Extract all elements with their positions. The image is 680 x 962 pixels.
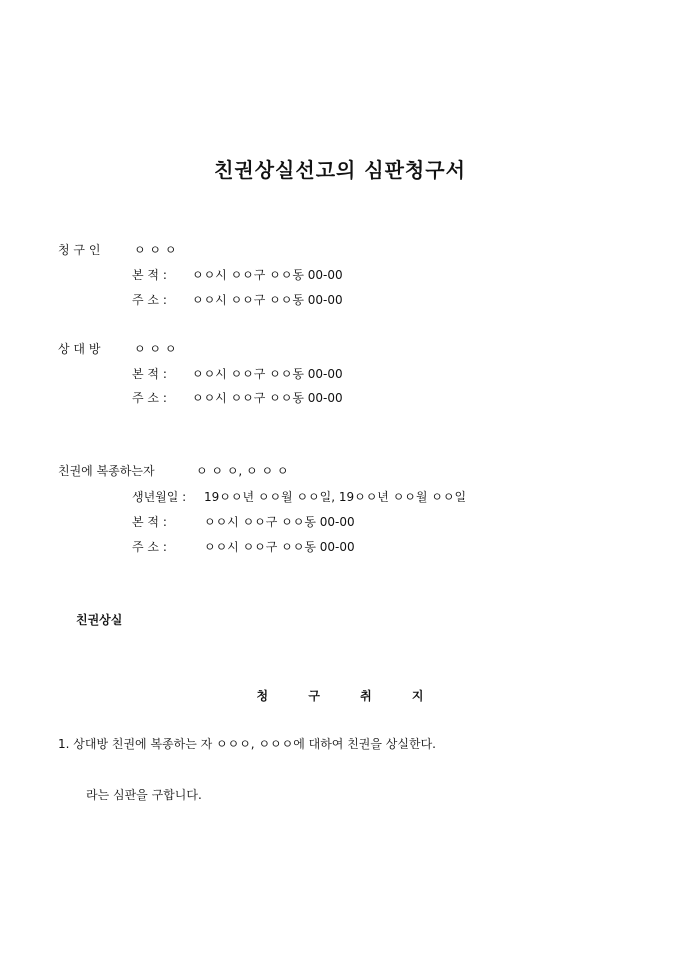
subject-birth-label: 생년월일 : [132, 490, 187, 504]
subject-names: ㅇ ㅇ ㅇ, ㅇ ㅇ ㅇ [196, 464, 289, 478]
subject-birth-value: 19ㅇㅇ년 ㅇㅇ월 ㅇㅇ일, 19ㅇㅇ년 ㅇㅇ월 ㅇㅇ일 [204, 490, 467, 504]
subject-address-label: 주 소 : [132, 540, 167, 554]
purpose-heading-char: 구 [308, 689, 320, 703]
respondent-domicile-value: ㅇㅇ시 ㅇㅇ구 ㅇㅇ동 00-00 [192, 367, 343, 381]
subject-domicile-value: ㅇㅇ시 ㅇㅇ구 ㅇㅇ동 00-00 [204, 515, 355, 529]
document-title: 친권상실선고의 심판청구서 [214, 158, 466, 182]
purpose-item: 1. 상대방 친권에 복종하는 자 ㅇㅇㅇ, ㅇㅇㅇ에 대하여 친권을 상실한다. [58, 737, 436, 751]
respondent-name: ㅇ ㅇ ㅇ [134, 342, 177, 356]
respondent-address-value: ㅇㅇ시 ㅇㅇ구 ㅇㅇ동 00-00 [192, 391, 343, 405]
purpose-heading-char: 지 [411, 689, 424, 703]
subject-domicile-label: 본 적 : [132, 515, 167, 529]
closing-statement: 라는 심판을 구합니다. [86, 788, 202, 802]
respondent-domicile-label: 본 적 : [132, 367, 167, 381]
claimant-address-value: ㅇㅇ시 ㅇㅇ구 ㅇㅇ동 00-00 [192, 293, 343, 307]
subject-label: 친권에 복종하는자 [58, 464, 155, 478]
respondent-address-label: 주 소 : [132, 391, 167, 405]
purpose-heading-char: 청 [256, 689, 269, 703]
case-name: 친권상실 [76, 613, 123, 627]
claimant-domicile-label: 본 적 : [132, 268, 167, 282]
purpose-heading-char: 취 [360, 689, 372, 703]
subject-address-value: ㅇㅇ시 ㅇㅇ구 ㅇㅇ동 00-00 [204, 540, 355, 554]
claimant-label: 청 구 인 [58, 243, 101, 257]
claimant-name: ㅇ ㅇ ㅇ [134, 243, 177, 257]
claimant-domicile-value: ㅇㅇ시 ㅇㅇ구 ㅇㅇ동 00-00 [192, 268, 343, 282]
claimant-address-label: 주 소 : [132, 293, 167, 307]
respondent-label: 상 대 방 [58, 342, 101, 356]
purpose-heading [0, 688, 680, 704]
